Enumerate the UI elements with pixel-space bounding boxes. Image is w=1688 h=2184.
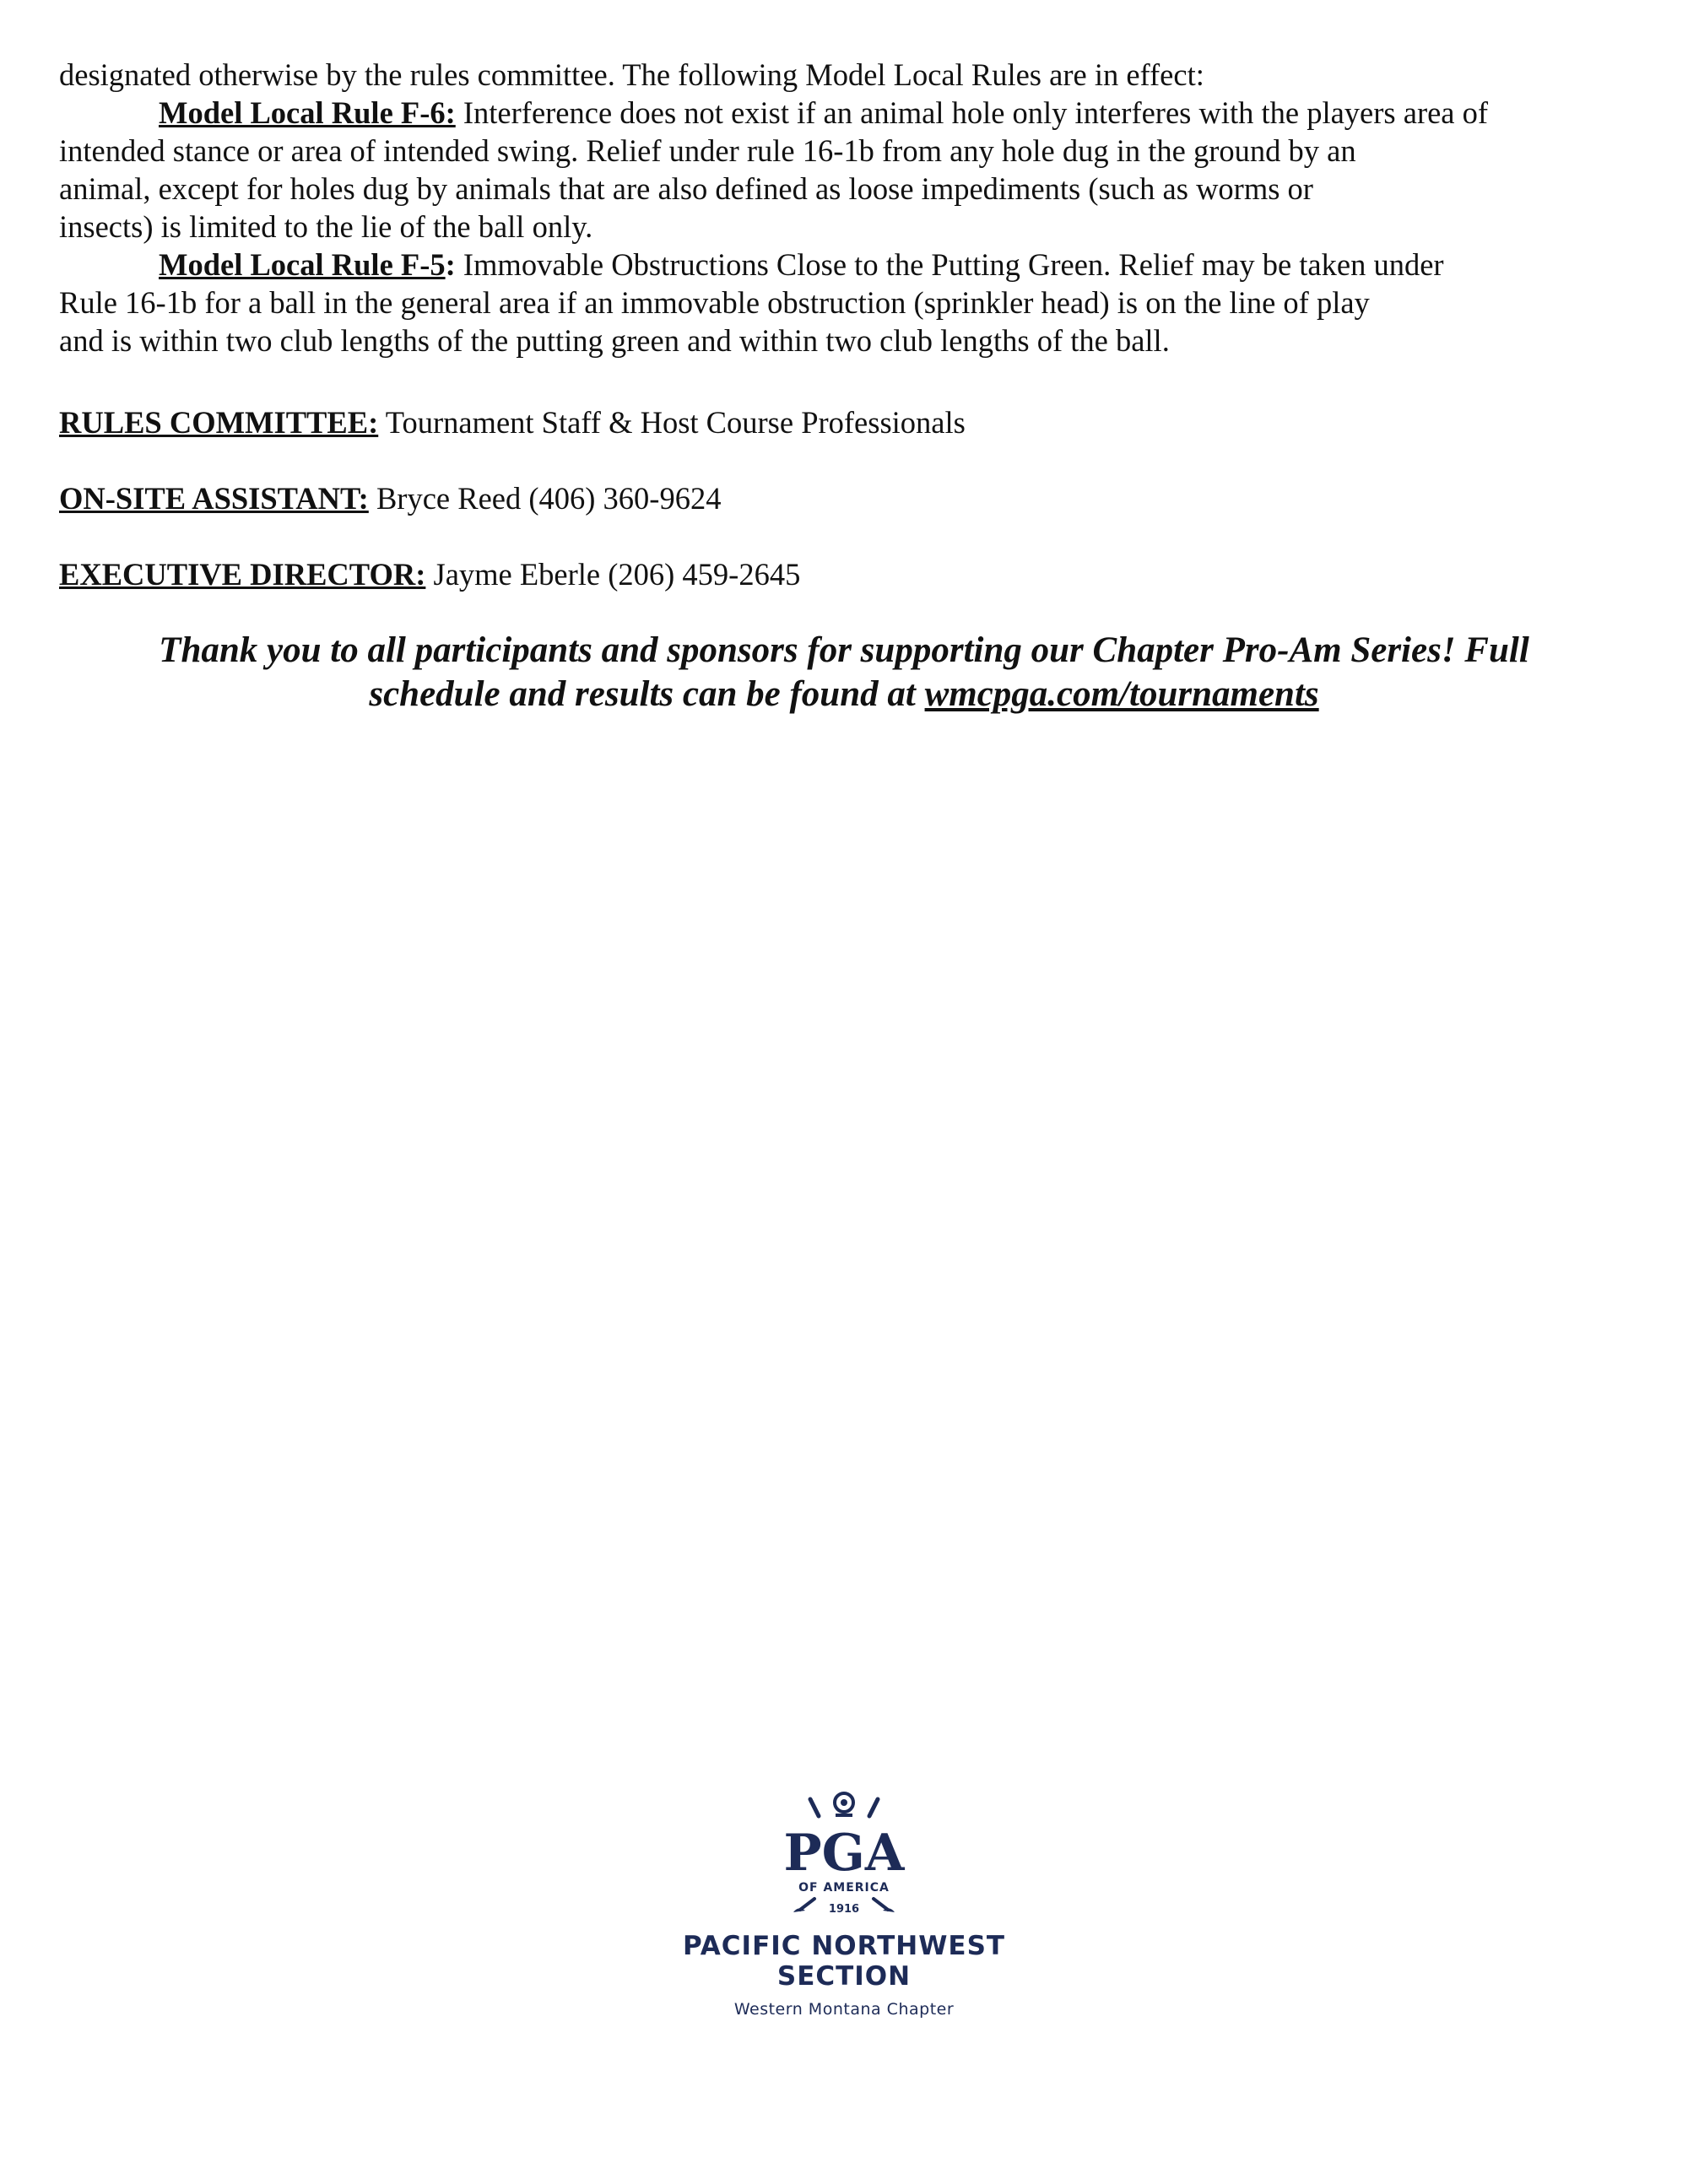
rule-f6-line-4: insects) is limited to the lie of the ball only. [59, 209, 593, 244]
rule-f5-colon: : [445, 247, 456, 282]
on-site-assistant-label: ON-SITE ASSISTANT: [59, 481, 369, 516]
on-site-assistant-value: Bryce Reed (406) 360-9624 [368, 481, 722, 516]
rule-f6-line-2: intended stance or area of intended swing. Relief under rule 16-1b from any hole dug in the ground by an [59, 133, 1356, 168]
rule-f6-line-3: animal, except for holes dug by animals that are also defined as loose impediments (such as worms or [59, 171, 1313, 206]
thank-you-line-2 [59, 673, 1629, 716]
chapter-name: Western Montana Chapter [733, 2000, 955, 2019]
executive-director-line [59, 555, 800, 593]
thank-you-line-2-prefix: schedule and results can be found at [369, 674, 925, 714]
rules-committee-line [59, 403, 966, 441]
rule-f5-text-1: Immovable Obstructions Close to the Putting Green. Relief may be taken under [455, 247, 1444, 282]
local-rules-text [59, 56, 1646, 359]
on-site-assistant-line [59, 479, 721, 517]
rules-committee-label: RULES COMMITTEE: [59, 405, 379, 440]
tournaments-link[interactable]: wmcpga.com/tournaments [924, 674, 1319, 714]
executive-director-label: EXECUTIVE DIRECTOR: [59, 557, 426, 592]
pga-wordmark: PGA [783, 1824, 905, 1883]
rule-f5-line-1 [59, 246, 1646, 284]
section-name-line-1: PACIFIC NORTHWEST [682, 1931, 1006, 1961]
thank-you-line-1: Thank you to all participants and sponsors for supporting our Chapter Pro-Am Series! Full [159, 630, 1529, 670]
rules-committee-value: Tournament Staff & Host Course Professionals [378, 405, 966, 440]
founding-year-text: 1916 [828, 1903, 860, 1916]
rule-f6-line-1 [59, 94, 1646, 132]
of-america-text: OF AMERICA [798, 1881, 890, 1895]
rule-f5-line-2: Rule 16-1b for a ball in the general area if an immovable obstruction (sprinkler head) is on the line of play [59, 285, 1370, 320]
thank-you-message [59, 629, 1629, 716]
rule-f6-text-1: Interference does not exist if an animal hole only interferes with the players area of [455, 95, 1489, 130]
pga-pnw-logo [675, 1789, 1013, 2034]
section-name-line-2: SECTION [776, 1961, 912, 1992]
rule-f5-line-3: and is within two club lengths of the putting green and within two club lengths of the ball. [59, 323, 1170, 358]
rules-intro-line: designated otherwise by the rules committee. The following Model Local Rules are in effect: [59, 57, 1204, 92]
rule-f5-title: Model Local Rule F-5 [159, 247, 446, 282]
executive-director-value: Jayme Eberle (206) 459-2645 [425, 557, 801, 592]
rule-f6-title: Model Local Rule F-6: [159, 95, 456, 130]
pga-emblem-icon [675, 1789, 1013, 1928]
